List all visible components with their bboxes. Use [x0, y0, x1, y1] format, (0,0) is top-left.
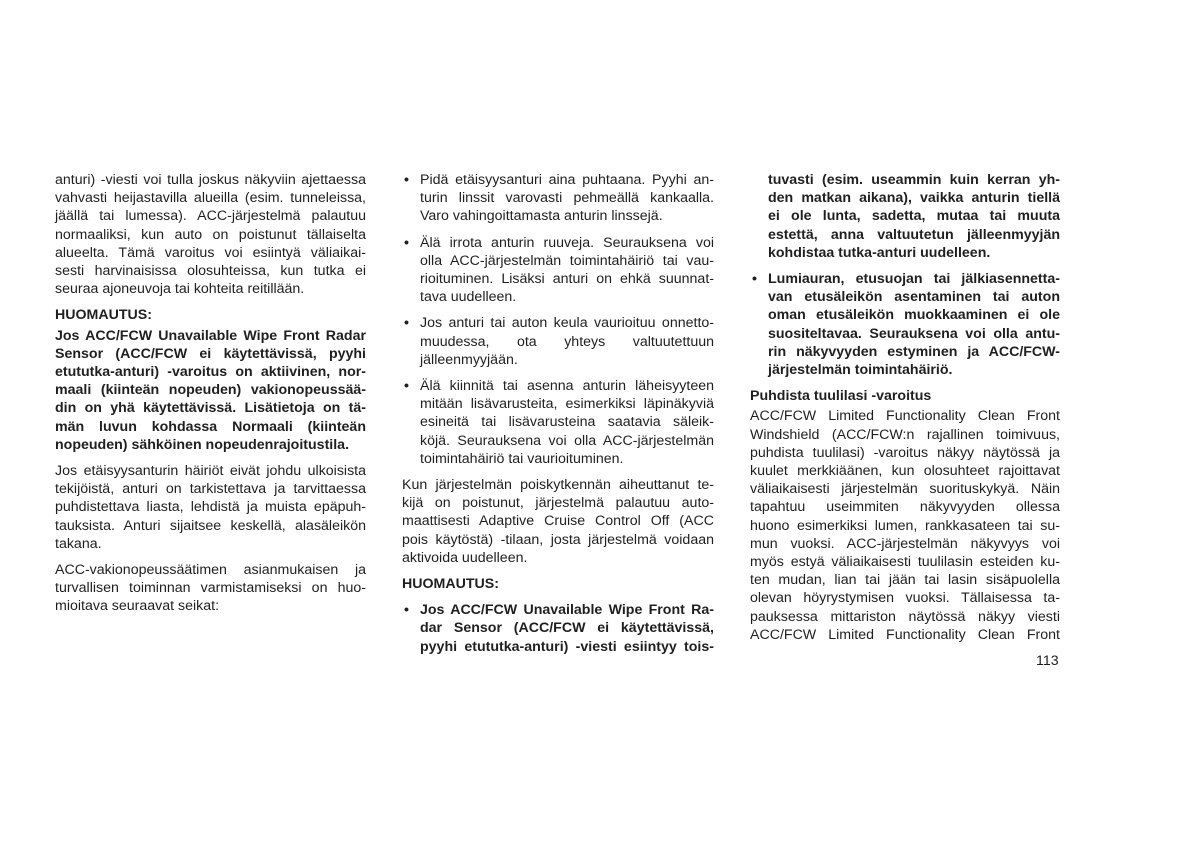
bullet-item — [402, 377, 714, 468]
text-line: ten mudan, lian tai jään tai lasin sisäpuolella — [750, 572, 1060, 589]
text-line: pauksessa mittariston näytössä näkyy viesti — [750, 608, 1060, 625]
text-line: väliaikaisesti järjestelmän suorituskykyä. Näin — [750, 481, 1060, 498]
text-line: män luvun kohdassa Normaali (kiinteän — [55, 418, 366, 435]
bullet-item — [402, 234, 714, 307]
text-line: Varo vahingoittamasta anturin linssejä. — [420, 208, 663, 225]
text-line: Lumiauran, etusuojan tai jälkiasennetta- — [768, 271, 1060, 288]
note-bullet-continuation — [750, 171, 1060, 262]
text-line: sesti harvinaisissa olosuhteissa, kun tutka ei — [55, 263, 366, 280]
text-line: tuvasti (esim. useammin kuin kerran yh- — [768, 172, 1060, 188]
bullet-icon: • — [404, 315, 409, 332]
text-line: ACC/FCW Limited Functionality Clean Front — [750, 408, 1060, 425]
bullet-icon: • — [404, 172, 409, 188]
text-line: Jos ACC/FCW Unavailable Wipe Front Ra- — [420, 602, 714, 619]
paragraph-sensor-cleaning — [55, 462, 366, 553]
text-line: Älä kiinnitä tai asenna anturin läheisyyteen — [420, 378, 714, 395]
note-text — [55, 327, 366, 454]
text-line: rioituminen. Lisäksi anturi on ehkä suunnat- — [420, 271, 714, 288]
text-line: rin näkyvyyden estyminen ja ACC/FCW- — [768, 343, 1060, 360]
text-line: alueelta. Tämä varoitus voi esiintyä väliaikai- — [55, 244, 366, 261]
text-line: olla ACC-järjestelmän toimintahäiriö tai vau- — [420, 252, 714, 269]
text-line: maali (kiinteän nopeuden) vakionopeussää- — [55, 382, 366, 399]
text-line: din on yhä käytettävissä. Lisätietoja on tä- — [55, 400, 366, 417]
text-line: Sensor (ACC/FCW ei käytettävissä, pyyhi — [55, 345, 366, 362]
text-line: tekijöistä, anturi on tarkistettava ja tarvittaessa — [55, 481, 366, 498]
bullet-icon: • — [404, 602, 409, 619]
text-line: jälleenmyyjään. — [420, 351, 518, 368]
text-line: järjestelmän toimintahäiriö. — [768, 362, 953, 379]
text-line: ACC/FCW Limited Functionality Clean Front — [750, 626, 1060, 643]
note-bullet-item — [750, 270, 1060, 379]
right-column — [750, 171, 1060, 652]
text-line: mun vuoksi. ACC-järjestelmän näkyvyys voi — [750, 535, 1060, 552]
text-line: pyyhi etututka-anturi) -viesti esiintyy tois- — [420, 638, 714, 655]
text-line: maattisesti Adaptive Cruise Control Off (ACC — [402, 513, 714, 530]
text-line: huono esimerkiksi lumen, rankkasateen tai su- — [750, 517, 1060, 534]
text-line: olevan höyrystymisen vuoksi. Tällaisessa ta- — [750, 590, 1060, 607]
middle-column — [402, 171, 714, 664]
bullet-icon: • — [404, 234, 409, 251]
text-line: esineitä tai lisävarusteina saatavia säleik- — [420, 414, 714, 431]
text-line: kohdistaa tutka-anturi uudelleen. — [768, 244, 991, 261]
text-line: Jos anturi tai auton keula vaurioituu onnetto- — [420, 315, 714, 332]
text-line: aktivoida uudelleen. — [402, 549, 528, 566]
text-line: Pidä etäisyysanturi aina puhtaana. Pyyhi an- — [420, 172, 714, 188]
paragraph-system-recovery — [402, 476, 714, 567]
text-line: den matkan aikana), vaikka anturin tiellä — [768, 190, 1060, 207]
text-line: Jos etäisyysanturin häiriöt eivät johdu ulkoisista — [55, 463, 366, 480]
text-line: Windshield (ACC/FCW:n rajallinen toimivuus, — [750, 426, 1060, 443]
text-line: Älä irrota anturin ruuveja. Seurauksena voi — [420, 234, 714, 251]
left-column — [55, 171, 366, 624]
text-line: jäällä tai lumessa). ACC-järjestelmä palautuu — [55, 208, 366, 225]
text-line: tapahtuu useimmiten näkyvyyden ollessa — [750, 499, 1060, 516]
note-heading: HUOMAUTUS: — [55, 307, 152, 324]
text-line: puhdistettava liasta, lehdistä ja muista epäpuh- — [55, 499, 366, 516]
text-line: köjä. Seurauksena voi olla ACC-järjestelmän — [420, 432, 714, 449]
text-line: estettä, anna valtuutetun jälleenmyyjän — [768, 226, 1060, 243]
text-line: mioitava seuraavat seikat: — [55, 598, 220, 615]
paragraph-safe-operation — [55, 561, 366, 616]
text-line: etututka-anturi) -varoitus on aktiivinen, nor- — [55, 364, 366, 381]
text-line: myös estyä väliaikaisesti tuulilasin esteiden ku- — [750, 554, 1060, 571]
text-line: suositeltavaa. Seurauksena voi olla antu- — [768, 325, 1060, 342]
text-line: tauksista. Anturi sijaitsee keskellä, alasäleikön — [55, 517, 366, 534]
text-line: van etusäleikön asentaminen tai auton — [768, 289, 1060, 306]
page-number: 113 — [1036, 653, 1059, 669]
text-line: mitään lisävarusteita, esimerkiksi läpinäkyviä — [420, 396, 714, 413]
text-line: muudessa, ota yhteys valtuutettuun — [420, 333, 714, 350]
text-line: toimintahäiriö tai vaurioituminen. — [420, 450, 624, 467]
text-line: pois käytöstä) -tilaan, josta järjestelmä voidaan — [402, 531, 714, 548]
bullet-icon: • — [404, 378, 409, 395]
text-line: nopeuden) sähköinen nopeudenrajoitustila. — [55, 436, 350, 453]
text-line: Kun järjestelmän poiskytkennän aiheuttanut te- — [402, 477, 714, 494]
bullet-item — [402, 314, 714, 369]
paragraph-clean-windshield — [750, 407, 1060, 644]
text-line: kuulet merkkiäänen, kun olosuhteet rajoittavat — [750, 463, 1060, 480]
section-subheading: Puhdista tuulilasi -varoitus — [750, 388, 932, 405]
text-line: anturi) -viesti voi tulla joskus näkyviin ajettaessa — [55, 172, 366, 188]
text-line: Jos ACC/FCW Unavailable Wipe Front Radar — [55, 327, 366, 344]
note-bullet-item — [402, 601, 714, 656]
text-line: vahvasti heijastavilla alueilla (esim. tunneleissa, — [55, 190, 366, 207]
text-line: oman etusäleikön muokkaaminen ei ole — [768, 307, 1060, 324]
text-line: ei ole lunta, sadetta, mutaa tai muuta — [768, 208, 1060, 225]
text-line: puhdista tuulilasi) -varoitus näkyy näytössä ja — [750, 444, 1060, 461]
text-line: ACC-vakionopeussäätimen asianmukaisen ja — [55, 562, 366, 579]
text-line: tava uudelleen. — [420, 289, 517, 306]
text-line: takana. — [55, 535, 102, 552]
paragraph-radar-reflection — [55, 171, 366, 298]
bullet-icon: • — [752, 271, 757, 288]
text-line: seuraa ajoneuvoja tai kohteita reitillään. — [55, 281, 305, 298]
text-line: kijä on poistunut, järjestelmä palautuu auto- — [402, 495, 714, 512]
text-line: normaaliksi, kun auto on poistunut tällaiselta — [55, 226, 366, 243]
text-line: dar Sensor (ACC/FCW ei käytettävissä, — [420, 620, 714, 637]
note-heading: HUOMAUTUS: — [402, 576, 499, 593]
text-line: turin linssit varovasti pehmeällä kankaalla. — [420, 190, 714, 207]
bullet-item — [402, 171, 714, 226]
text-line: turvallisen toiminnan varmistamiseksi on huo- — [55, 580, 366, 597]
